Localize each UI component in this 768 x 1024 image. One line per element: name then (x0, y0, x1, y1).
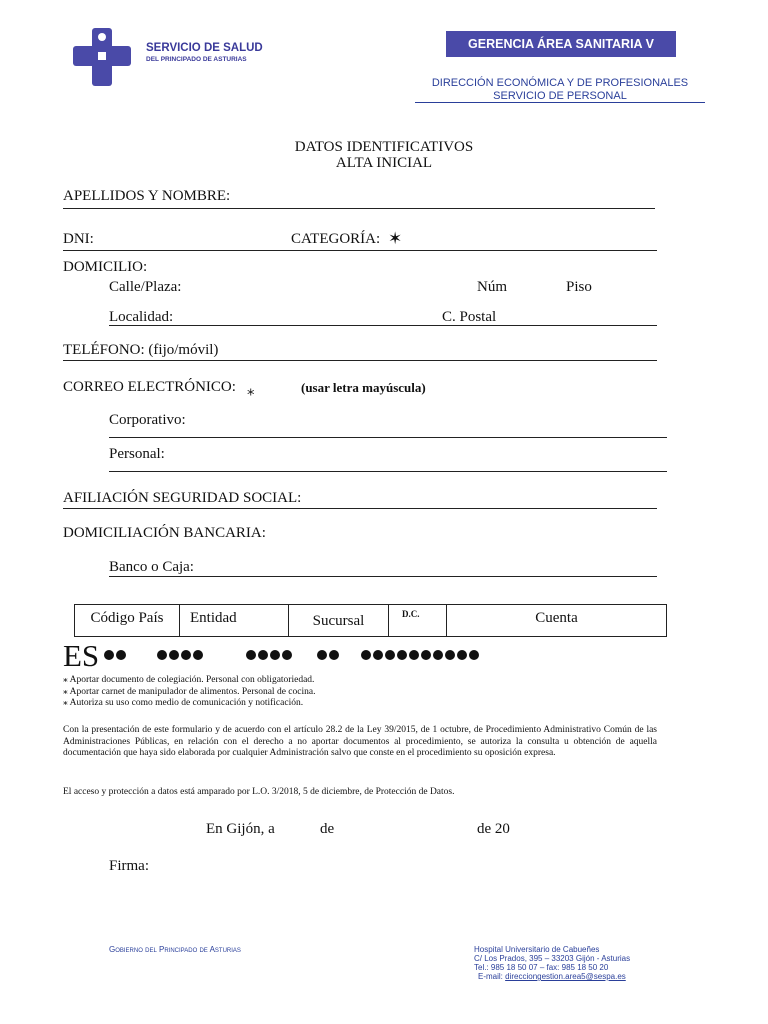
legal-text-2: El acceso y protección a datos está amparado por L.O. 3/2018, 5 de diciembre, de Protección de Datos. (63, 787, 455, 797)
asterisk-icon: ✶ (388, 229, 403, 248)
date-de-2: de 20 (477, 821, 510, 837)
footer-left: Gobierno del Principado de Asturias (109, 945, 241, 954)
footer-phone: Tel.: 985 18 50 07 – fax: 985 18 50 20 (474, 963, 609, 972)
es-prefix: ES (63, 638, 100, 673)
org-subname: DEL PRINCIPADO DE ASTURIAS (146, 56, 247, 63)
sucursal-dots (246, 650, 292, 660)
logo (73, 28, 133, 86)
place-date-label: En Gijón, a (206, 821, 275, 837)
form-title: DATOS IDENTIFICATIVOS (294, 139, 474, 155)
afiliacion-label: AFILIACIÓN SEGURIDAD SOCIAL: (63, 490, 302, 506)
codigo-pais-header: Código País (74, 604, 180, 637)
gerencia-banner: GERENCIA ÁREA SANITARIA V (446, 31, 676, 57)
note-autoriza: ⁎ Autoriza su uso como medio de comunicación y notificación. (63, 698, 304, 708)
footer-hospital: Hospital Universitario de Cabueñes (474, 945, 600, 954)
iban-country-dots (104, 650, 126, 660)
calle-label: Calle/Plaza: (109, 279, 182, 295)
localidad-field[interactable] (109, 325, 657, 326)
direccion-line1: DIRECCIÓN ECONÓMICA Y DE PROFESIONALES (431, 77, 689, 89)
dc-header: D.C. (388, 604, 447, 637)
corporativo-field[interactable] (109, 437, 667, 438)
num-label: Núm (477, 279, 507, 295)
footer-email-label: E-mail: (478, 972, 503, 981)
legal-text-1: Con la presentación de este formulario y de acuerdo con el artículo 28.2 de la Ley 39/2015, de 1 octubre, de Procedimiento Administrativo Común de las Administraciones Públicas, en relación con el derecho a no aportar documentos al procedimiento, se autoriza la consulta u obtención de aquella documentación que haya sido elaborada por cualquier Administración salvo que conste en el procedimiento su oposición expresa. (63, 725, 657, 758)
telefono-field[interactable] (63, 360, 657, 361)
entidad-header: Entidad (179, 604, 289, 637)
dni-field[interactable] (63, 250, 657, 251)
banco-field[interactable] (109, 576, 657, 577)
mayuscula-note: (usar letra mayúscula) (301, 380, 426, 395)
entidad-dots (157, 650, 203, 660)
cuenta-header: Cuenta (446, 604, 667, 637)
form-subtitle: ALTA INICIAL (335, 155, 433, 171)
org-name: SERVICIO DE SALUD (146, 42, 263, 54)
date-de-1: de (320, 821, 335, 837)
localidad-label: Localidad: (109, 309, 174, 325)
footer-email-link[interactable]: direcciongestion.area5@sespa.es (505, 972, 626, 981)
note-colegiacion: ⁎ Aportar documento de colegiación. Personal con obligatoriedad. (63, 675, 315, 685)
banco-label: Banco o Caja: (109, 559, 194, 575)
dni-label: DNI: (63, 231, 94, 247)
correo-label: CORREO ELECTRÓNICO: (63, 379, 236, 395)
footer-address: C/ Los Prados, 395 – 33203 Gijón - Asturias (474, 954, 631, 963)
apellidos-field[interactable] (63, 208, 655, 209)
piso-label: Piso (566, 279, 592, 295)
personal-label: Personal: (109, 446, 165, 462)
cuenta-dots (361, 650, 479, 660)
firma-label: Firma: (109, 858, 149, 874)
direccion-line2: SERVICIO DE PERSONAL (493, 90, 627, 102)
apellidos-label: APELLIDOS Y NOMBRE: (63, 188, 231, 204)
categoria-label: CATEGORÍA: (291, 231, 381, 247)
sucursal-header: Sucursal (288, 604, 389, 637)
asterisk-small-icon: ⁎ (247, 383, 255, 399)
dc-dots (317, 650, 339, 660)
cpostal-label: C. Postal (442, 309, 497, 325)
corporativo-label: Corporativo: (109, 412, 186, 428)
domicilio-label: DOMICILIO: (63, 259, 148, 275)
afiliacion-field[interactable] (63, 508, 657, 509)
domiciliacion-label: DOMICILIACIÓN BANCARIA: (63, 525, 266, 541)
footer-email (478, 972, 626, 981)
personal-field[interactable] (109, 471, 667, 472)
telefono-label: TELÉFONO: (fijo/móvil) (63, 342, 219, 358)
note-manipulador: ⁎ Aportar carnet de manipulador de alimentos. Personal de cocina. (63, 687, 316, 697)
